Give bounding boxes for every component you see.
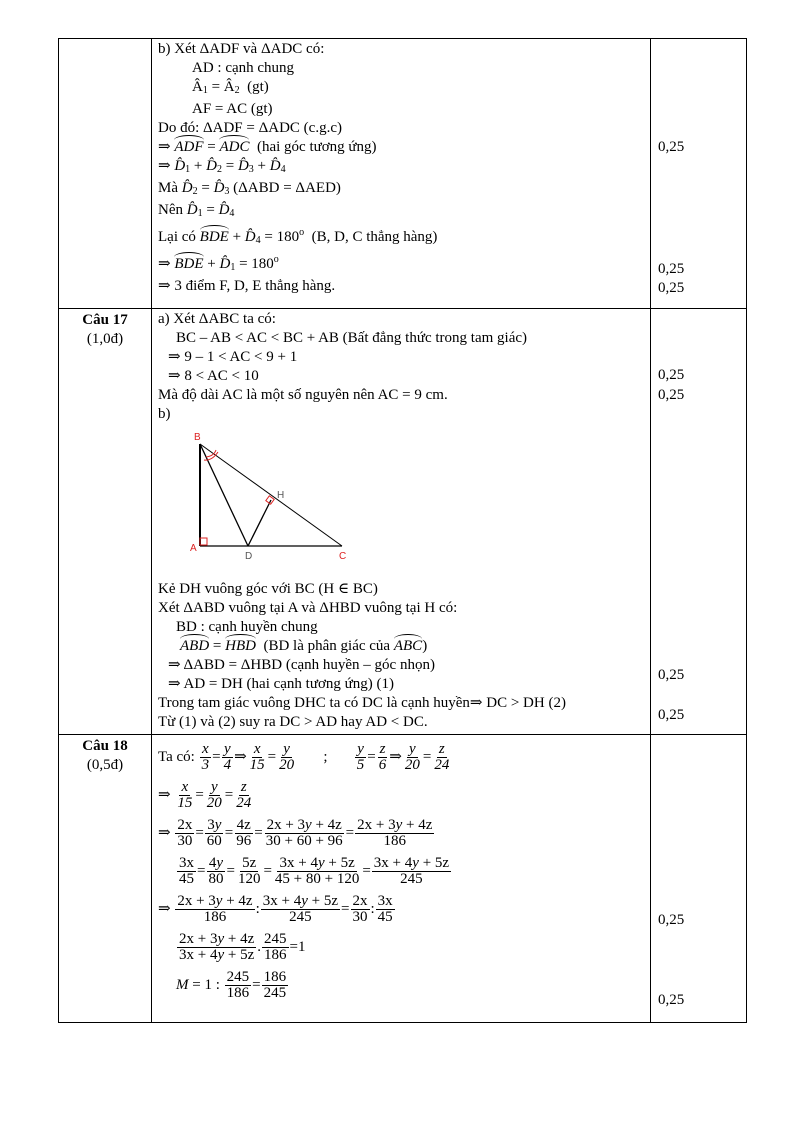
math-line: M = 1 : $\frac{245}{186}$ = $\frac{186}{245}$ [176, 969, 287, 1002]
label-c: C [339, 551, 347, 562]
label-a: A [190, 543, 197, 554]
question-cell [59, 735, 152, 1023]
math-line: Ta có: $\frac{x}{3}$ = $\frac{y}{4}$ ⇒ $\frac{x}{15}$ = $\frac{y}{20}$ ; $\frac{y}{5}$ = $\frac{z}{6}$ ⇒ $\frac{y}{20}$ = $\frac{z}{24}$ [158, 741, 450, 774]
text-line: b) [158, 406, 171, 422]
score: 0,25 [658, 139, 685, 155]
text: AD = DH (hai cạnh tương ứng) (1) [183, 676, 395, 692]
score: 0,25 [658, 912, 685, 928]
question-title: Câu 17 [82, 312, 128, 328]
text: (BD là phân giác của [263, 638, 391, 654]
math-line: Mà $D̂_2$ = $D̂_3$ (ΔABD = ΔAED) [158, 180, 341, 197]
text-line: a) Xét ΔABC ta có: [158, 311, 276, 327]
math-line: Lại có BDE + $D̂_4 = 180^o$ (B, D, C thẳng hàng) [158, 227, 438, 246]
score: 0,25 [658, 367, 685, 383]
angle-line: $Â_1$ = $Â_2$ (gt) [192, 79, 269, 96]
math-line: ⇒ 8 < AC < 10 [168, 368, 259, 384]
text: 9 – 1 < AC < 9 + 1 [184, 349, 298, 365]
text-line: Từ (1) và (2) suy ra DC > AD hay AD < DC. [158, 714, 428, 730]
question-points: (1,0đ) [86, 331, 124, 347]
score-cell [651, 735, 747, 1023]
row-cau-18 [59, 735, 747, 1023]
math-line: $\frac{3x}{45}$ = $\frac{4y}{80}$ = $\frac{5z}{120}$ = $\frac{3x + 4y + 5z}{45 + 80 + 120}$ = $\frac{3x + 4y + 5z}{245}$ [179, 855, 450, 888]
text-line: ⇒ 3 điểm F, D, E thẳng hàng. [158, 278, 336, 294]
question-title: Câu 18 [82, 738, 128, 754]
text-line: b) Xét ΔADF và ΔADC có: [158, 41, 325, 57]
text: Lại có [158, 229, 196, 245]
solution-cell [152, 735, 651, 1023]
text-line: AF = AC (gt) [192, 101, 273, 117]
math-line: ⇒ BDE + $D̂_1 = 180^o$ [158, 254, 279, 273]
math-line: ⇒ ADF = ADC (hai góc tương ứng) [158, 139, 377, 155]
label-h: H [277, 490, 285, 501]
math-line: ⇒ $\frac{2x + 3y + 4z}{186}$ : $\frac{3x + 4y + 5z}{245}$ = $\frac{2x}{30}$ : $\frac{3x}{45}$ [158, 893, 393, 926]
math-line: ⇒ 9 – 1 < AC < 9 + 1 [168, 349, 298, 365]
text: Nên [158, 202, 183, 218]
solution-cell [152, 309, 651, 735]
text-line: Kẻ DH vuông góc với BC (H ∈ BC) [158, 581, 378, 597]
text: 8 < AC < 10 [184, 368, 259, 384]
text: Mà [158, 180, 178, 196]
math-line: ABD = HBD (BD là phân giác của ABC) [180, 638, 428, 654]
label-d: D [245, 551, 253, 562]
question-points: (0,5đ) [86, 757, 124, 773]
score: 0,25 [658, 992, 685, 1008]
text: (hai góc tương ứng) [256, 139, 377, 155]
math-line: ⇒ $D̂_1$ + $D̂_2$ = $D̂_3$ + $D̂_4$ [158, 158, 286, 175]
score: 0,25 [658, 667, 685, 683]
answer-table [58, 38, 747, 1023]
text: (ΔABD = ΔAED) [233, 180, 341, 196]
text-line: Mà độ dài AC là một số nguyên nên AC = 9 cm. [158, 387, 448, 403]
score: 0,25 [658, 387, 685, 403]
math-line: ⇒ AD = DH (hai cạnh tương ứng) (1) [168, 676, 395, 692]
text-line: BD : cạnh huyền chung [176, 619, 318, 635]
text: (B, D, C thẳng hàng) [311, 229, 438, 245]
score-cell [651, 309, 747, 735]
score: 0,25 [658, 707, 685, 723]
question-cell [59, 309, 152, 735]
text: DC > DH (2) [486, 695, 566, 711]
math-line: $\frac{2x + 3y + 4z}{3x + 4y + 5z}$ . $\frac{245}{186}$ =1 [179, 931, 306, 964]
label-b: B [194, 432, 201, 443]
math-line: ⇒ ΔABD = ΔHBD (cạnh huyền – góc nhọn) [168, 657, 435, 673]
text-line: AD : cạnh chung [192, 60, 295, 76]
score-cell [651, 39, 747, 309]
text: (gt) [247, 79, 269, 95]
score: 0,25 [658, 280, 685, 296]
triangle-figure [180, 426, 360, 576]
solution-cell [152, 39, 651, 309]
text: Ta có: [158, 749, 195, 765]
math-line: Trong tam giác vuông DHC ta có DC là cạnh huyền⇒ DC > DH (2) [158, 695, 566, 711]
math-line: ⇒ $\frac{x}{15}$ = $\frac{y}{20}$ = $\frac{z}{24}$ [158, 779, 252, 812]
text: ΔABD = ΔHBD (cạnh huyền – góc nhọn) [183, 657, 435, 673]
math-line: ⇒ $\frac{2x}{30}$ = $\frac{3y}{60}$ = $\frac{4z}{96}$ = $\frac{2x + 3y + 4z}{30 + 60 + 96}$ = $\frac{2x + 3y + 4z}{186}$ [158, 817, 433, 850]
score: 0,25 [658, 261, 685, 277]
text-line: BC – AB < AC < BC + AB (Bất đẳng thức trong tam giác) [176, 330, 527, 346]
row-cau-17 [59, 309, 747, 735]
text: Trong tam giác vuông DHC ta có DC là cạnh huyền [158, 695, 470, 711]
text-line: Xét ΔABD vuông tại A và ΔHBD vuông tại H có: [158, 600, 458, 616]
row-cau-16b [59, 39, 747, 309]
question-cell [59, 39, 152, 309]
text-line: Do đó: ΔADF = ΔADC (c.g.c) [158, 120, 342, 136]
math-line: Nên $D̂_1$ = $D̂_4$ [158, 202, 235, 219]
